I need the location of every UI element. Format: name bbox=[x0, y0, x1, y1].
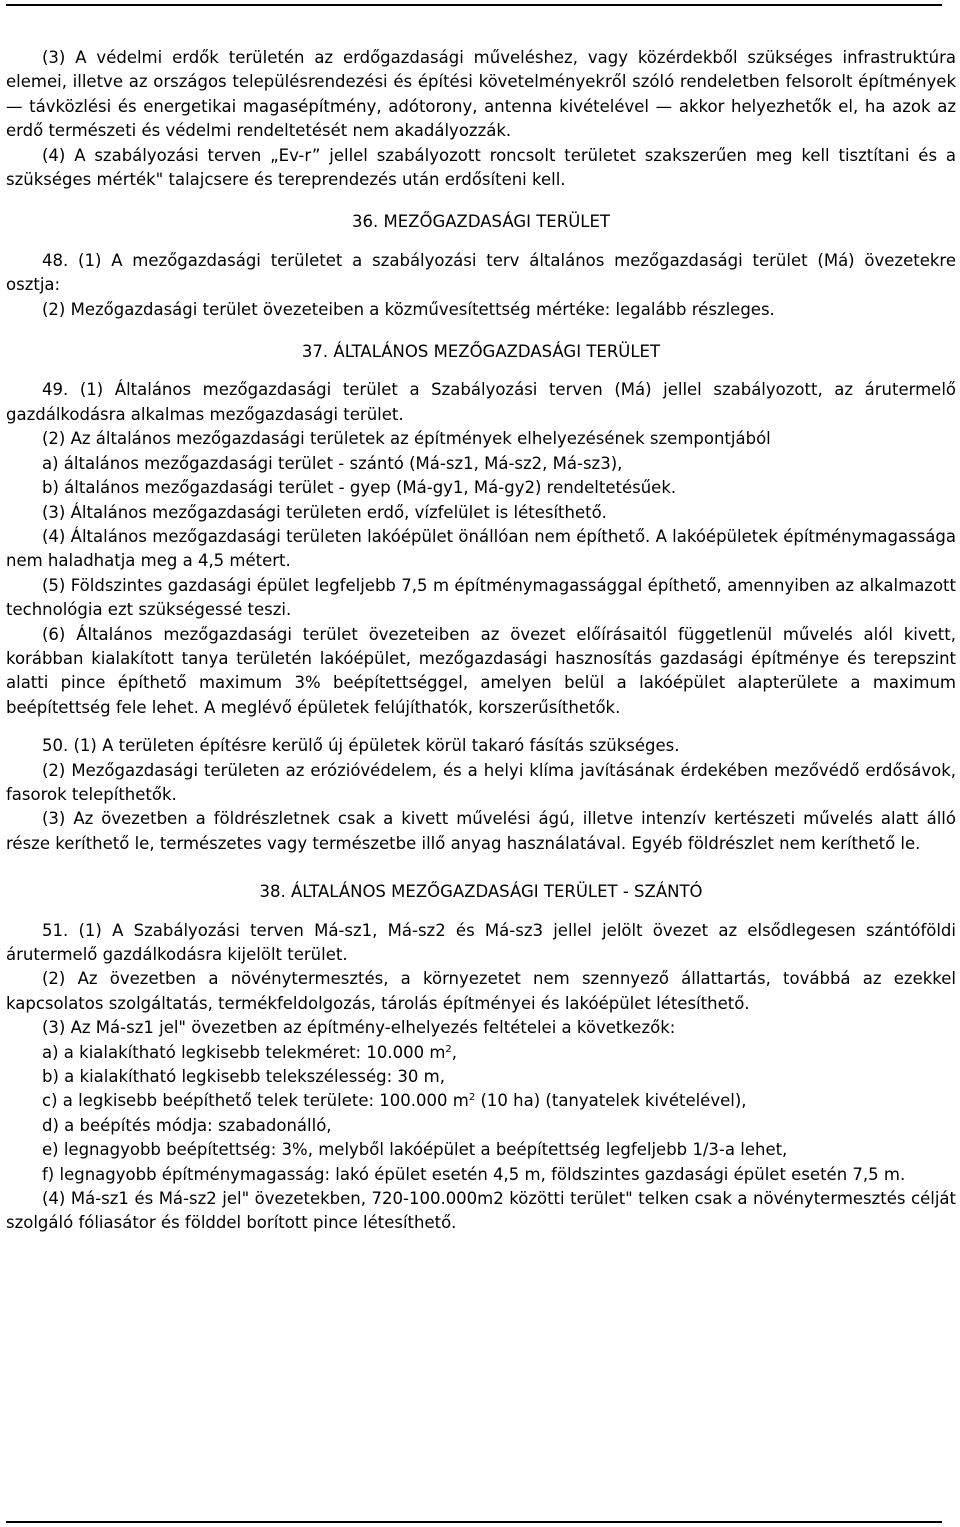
paragraph-49-3: (3) Általános mezőgazdasági területen erdő, vízfelület is létesíthető. bbox=[42, 502, 607, 522]
footer-rule bbox=[6, 1521, 942, 1523]
list-item-51-3a bbox=[6, 1041, 956, 1065]
section-heading-38: 38. ÁLTALÁNOS MEZŐGAZDASÁGI TERÜLET - SZÁNTÓ bbox=[259, 882, 703, 902]
paragraph-49-4: (4) Általános mezőgazdasági területen lakóépület önállóan nem építhető. A lakóépületek építménymagassága nem haladhatja meg a 4,5 métert. bbox=[6, 526, 956, 571]
list-item-49-2b: b) általános mezőgazdasági terület - gyep (Má-gy1, Má-gy2) rendeltetésűek. bbox=[42, 478, 677, 498]
paragraph-51-3: (3) Az Má-sz1 jel" övezetben az építmény-elhelyezés feltételei a következők: bbox=[42, 1018, 676, 1038]
list-item-51-3a-end: , bbox=[451, 1042, 458, 1062]
paragraph-50-2: (2) Mezőgazdasági területen az erózióvédelem, és a helyi klíma javításának érdekében mezővédő erdősávok, fasorok telepíthetők. bbox=[6, 760, 956, 804]
paragraph-49-2: (2) Az általános mezőgazdasági területek az építmények elhelyezésének szempontjából bbox=[42, 429, 771, 449]
list-item-51-3b: b) a kialakítható legkisebb telekszélesség: 30 m, bbox=[42, 1067, 445, 1087]
list-item-51-3e: e) legnagyobb beépítettség: 3%, melyből lakóépület a beépítettség legfeljebb 1/3-a lehet, bbox=[42, 1140, 788, 1160]
paragraph-50-3: (3) Az övezetben a földrészletnek csak a kivett művelési ágú, illetve intenzív kertészeti művelés alatt álló része keríthető le, természetes vagy természetbe illő anyag használatával. Egyéb földrészlet nem keríthető le. bbox=[6, 809, 956, 853]
list-item-51-3d: d) a beépítés módja: szabadonálló, bbox=[42, 1115, 332, 1135]
section-heading-36: 36. MEZŐGAZDASÁGI TERÜLET bbox=[352, 212, 610, 232]
paragraph-protective-forest: (3) A védelmi erdők területén az erdőgazdasági műveléshez, vagy közérdekből szükséges infrastruktúra elemei, illetve az országos településrendezési és építési követelményekről szóló rendeletben felsorolt építmények — távközlési és energetikai magasépítmény, adótorony, antenna kivételével — akkor helyezhetők el, ha azok az erdő természeti és védelmi rendeltetését nem akadályozzák. bbox=[6, 48, 956, 141]
paragraph-49-6: (6) Általános mezőgazdasági terület övezeteiben az övezet előírásaitól függetlenül művelés alól kivett, korábban kialakított tanya területén lakóépület, mezőgazdasági hasznosítás gazdasági építménye és terepszint alatti pince építhető maximum 3% beépítettséggel, amelyen belül a lakóépület alapterülete a maximum beépítettség fele lehet. A meglévő épületek felújíthatók, korszerűsíthetők. bbox=[6, 624, 956, 717]
paragraph-ev-r-area: (4) A szabályozási terven „Ev-r” jellel szabályozott roncsolt területet szakszerűen meg kell tisztítani és a szükséges mérték" talajcsere és tereprendezés után erdősíteni kell. bbox=[6, 145, 956, 190]
superscript-2: 2 bbox=[445, 1043, 452, 1055]
paragraph-48-2: (2) Mezőgazdasági terület övezeteiben a közművesítettség mértéke: legalább részleges. bbox=[42, 299, 775, 319]
paragraph-50-1: 50. (1) A területen építésre kerülő új épületek körül takaró fásítás szükséges. bbox=[42, 736, 680, 756]
section-heading-37: 37. ÁLTALÁNOS MEZŐGAZDASÁGI TERÜLET bbox=[301, 342, 661, 362]
superscript-2: 2 bbox=[468, 1092, 476, 1104]
list-item-51-3a-text: a) a kialakítható legkisebb telekméret: 10.000 m bbox=[42, 1042, 446, 1062]
paragraph-48-1: 48. (1) A mezőgazdasági területet a szabályozási terv általános mezőgazdasági terület (Má) övezetekre osztja: bbox=[6, 250, 956, 295]
list-item-51-3c-end: (10 ha) (tanyatelek kivételével), bbox=[475, 1091, 747, 1111]
paragraph-49-1: 49. (1) Általános mezőgazdasági terület a Szabályozási terven (Má) jellel szabályozott, az árutermelő gazdálkodásra alkalmas mezőgazdasági terület. bbox=[6, 380, 956, 424]
paragraph-51-4: (4) Má-sz1 és Má-sz2 jel" övezetekben, 720-100.000m2 közötti terület" telken csak a növénytermesztés célját szolgáló fóliasátor és földdel borított pince létesíthető. bbox=[6, 1189, 956, 1233]
list-item-51-3f: f) legnagyobb építménymagasság: lakó épület esetén 4,5 m, földszintes gazdasági épület esetén 7,5 m. bbox=[42, 1164, 906, 1184]
list-item-49-2a: a) általános mezőgazdasági terület - szántó (Má-sz1, Má-sz2, Má-sz3), bbox=[42, 453, 623, 473]
list-item-51-3c bbox=[6, 1089, 956, 1113]
paragraph-51-1: 51. (1) A Szabályozási terven Má-sz1, Má-sz2 és Má-sz3 jellel jelölt övezet az elsődlegesen szántóföldi árutermelő gazdálkodásra kijelölt terület. bbox=[6, 920, 956, 964]
list-item-51-3c-text: c) a legkisebb beépíthető telek területe: 100.000 m bbox=[42, 1091, 469, 1111]
document-body bbox=[6, 46, 956, 1236]
paragraph-49-5: (5) Földszintes gazdasági épület legfeljebb 7,5 m építménymagassággal építhető, amennyiben az alkalmazott technológia ezt szükségessé teszi. bbox=[6, 575, 956, 620]
paragraph-51-2: (2) Az övezetben a növénytermesztés, a környezetet nem szennyező állattartás, továbbá az ezekkel kapcsolatos szolgáltatás, termékfeldolgozás, tárolás építményei és lakóépület létesíthető. bbox=[6, 969, 956, 1013]
header-rule bbox=[6, 4, 942, 6]
